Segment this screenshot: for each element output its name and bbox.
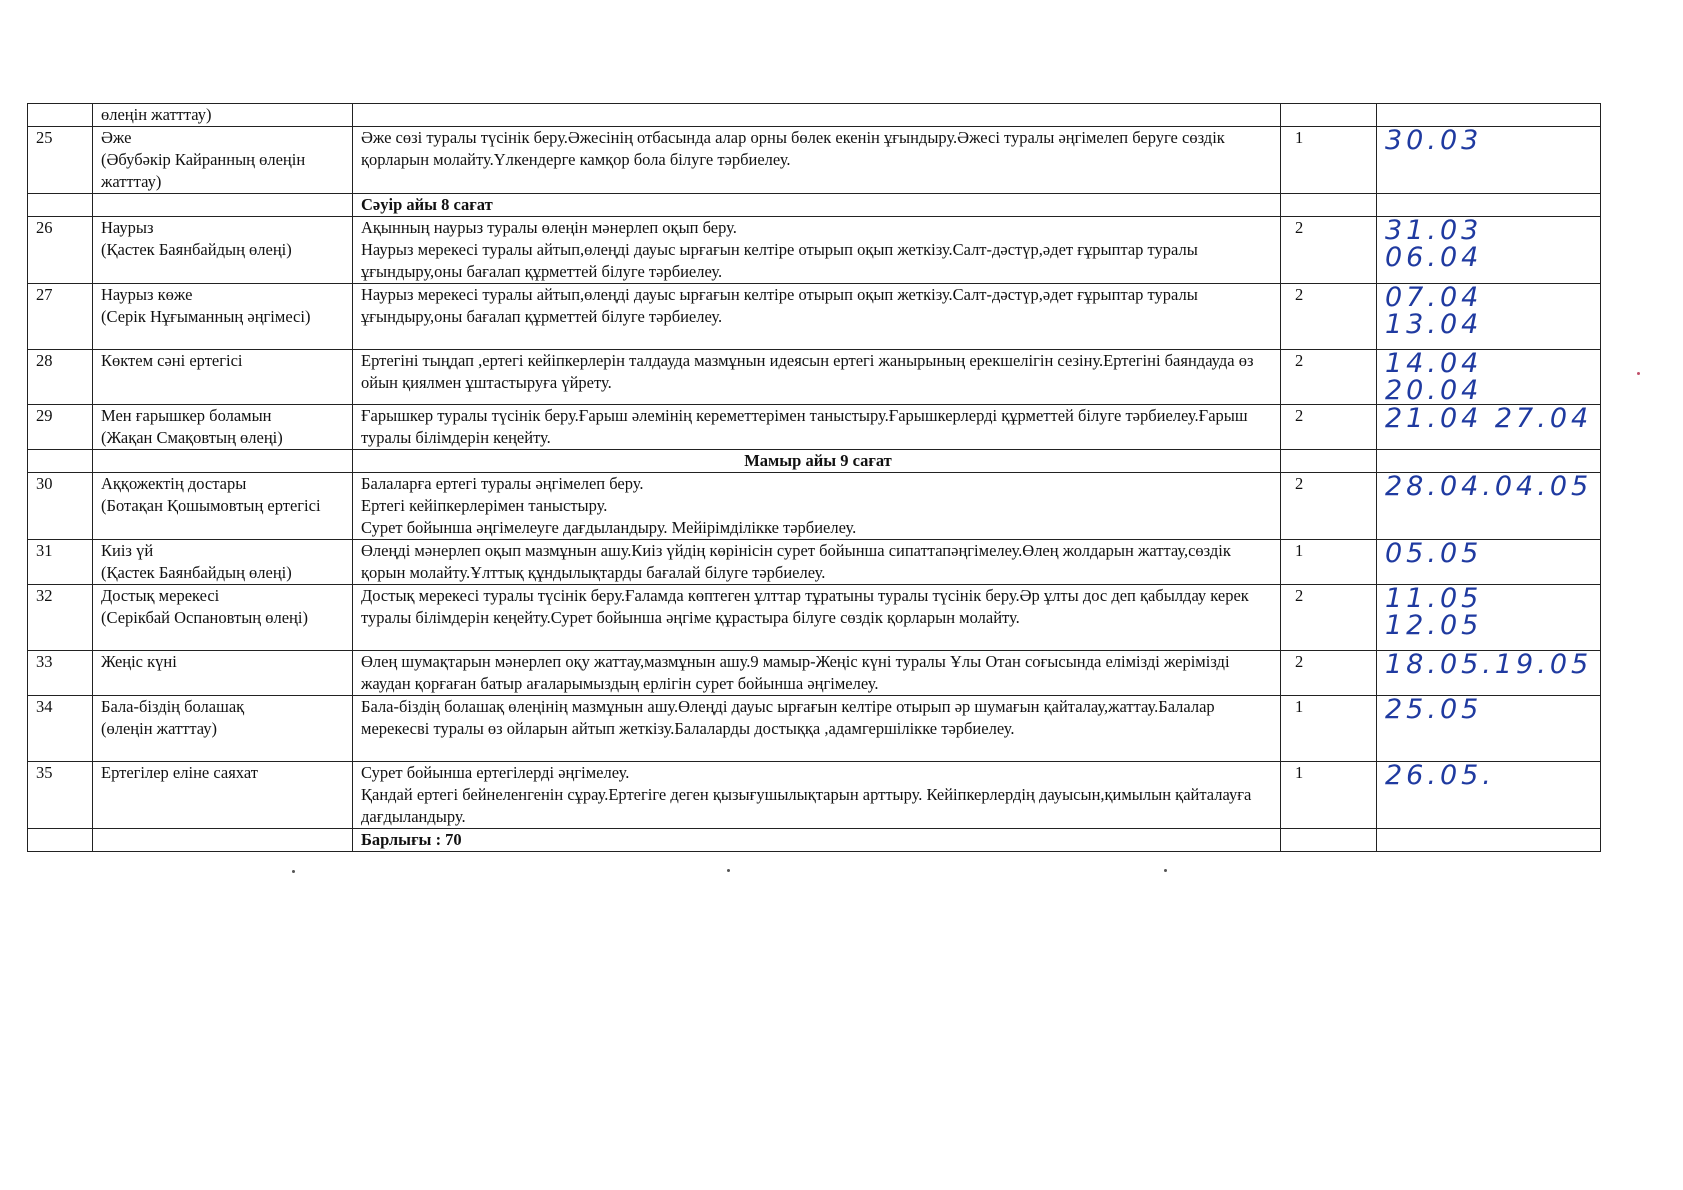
lesson-number: 29 [28, 405, 93, 450]
lesson-hours: 2 [1295, 351, 1304, 370]
lesson-topic: Аққожектің достары (Ботақан Қошымовтың ертегісі [93, 473, 353, 540]
lesson-dates [1377, 585, 1601, 651]
empty-cell [1377, 829, 1601, 852]
lesson-row [28, 696, 1601, 762]
lesson-dates [1377, 540, 1601, 585]
handwritten-date: 06.04 [1385, 242, 1483, 273]
empty-cell [93, 829, 353, 852]
handwritten-date: 11.05 [1385, 584, 1483, 614]
lesson-row [28, 217, 1601, 284]
lesson-plan-table [27, 103, 1601, 852]
lesson-hours-cell [1281, 540, 1377, 585]
lesson-goal: Әже сөзі туралы түсінік беру.Әжесінің отбасында алар орны бөлек екенін ұғындыру.Әжесі туралы әңгімелеп беруге сөздік қорларын молайту.Үлкендерге камқор бола білуге тәрбиелеу. [353, 127, 1281, 194]
empty-cell [93, 450, 353, 473]
lesson-topic: Мен ғарышкер боламын (Жақан Смақовтың өлеңі) [93, 405, 353, 450]
month-section-title: Мамыр айы 9 сағат [353, 450, 1281, 473]
lesson-row [28, 104, 1601, 127]
lesson-hours: 1 [1295, 697, 1304, 716]
lesson-number: 33 [28, 651, 93, 696]
lesson-hours-cell [1281, 284, 1377, 350]
lesson-topic: Достық мерекесі (Серікбай Оспановтың өлеңі) [93, 585, 353, 651]
month-section-row [28, 450, 1601, 473]
handwritten-date: 13.04 [1385, 309, 1483, 340]
lesson-goal: Өлең шумақтарын мәнерлеп оқу жаттау,мазмұнын ашу.9 мамыр-Жеңіс күні туралы Ұлы Отан соғысында елімізді жерімізді жаудан қорғаған батыр ағаларымыздың ерлігін сурет бойынша әңгімелеу. [353, 651, 1281, 696]
lesson-goal: Балаларға ертегі туралы әңгімелеп беру. Ертегі кейіпкерлерімен таныстыру. Сурет бойынша әңгімелеуге дағдыландыру. Мейірімділікке тәрбиелеу. [353, 473, 1281, 540]
scan-speck [727, 869, 730, 872]
document-page [27, 103, 1600, 852]
lesson-row [28, 350, 1601, 405]
handwritten-date: 31.03 [1385, 216, 1483, 246]
handwritten-date: 07.04 [1385, 283, 1483, 313]
lesson-topic: Жеңіс күні [93, 651, 353, 696]
empty-cell [28, 194, 93, 217]
lesson-topic: Көктем сәні ертегісі [93, 350, 353, 405]
lesson-hours: 2 [1295, 474, 1304, 493]
lesson-number: 30 [28, 473, 93, 540]
lesson-dates [1377, 350, 1601, 405]
lesson-dates [1377, 405, 1601, 450]
lesson-row [28, 540, 1601, 585]
empty-cell [1281, 450, 1377, 473]
lesson-row [28, 473, 1601, 540]
lesson-hours-cell [1281, 405, 1377, 450]
lesson-topic: Наурыз (Қастек Баянбайдың өлеңі) [93, 217, 353, 284]
lesson-number: 32 [28, 585, 93, 651]
lesson-row [28, 585, 1601, 651]
lesson-goal [353, 104, 1281, 127]
empty-cell [1377, 450, 1601, 473]
lesson-row [28, 284, 1601, 350]
handwritten-date: 14.04 [1385, 349, 1483, 379]
scan-speck [1164, 869, 1167, 872]
lesson-goal: Ертегіні тыңдап ,ертегі кейіпкерлерін талдауда мазмұнын идеясын ертегі жанырының ерекшелігін сезіну.Ертегіні баяндауда өз ойын қиялмен ұштастыруға үйрету. [353, 350, 1281, 405]
month-section-row [28, 194, 1601, 217]
scan-speck [1637, 372, 1640, 375]
empty-cell [28, 450, 93, 473]
lesson-hours-cell [1281, 104, 1377, 127]
lesson-row [28, 762, 1601, 829]
lesson-hours: 2 [1295, 285, 1304, 304]
handwritten-date: 21.04 27.04 [1385, 404, 1593, 434]
handwritten-date: 05.05 [1385, 539, 1483, 569]
lesson-hours-cell [1281, 696, 1377, 762]
lesson-goal: Наурыз мерекесі туралы айтып,өлеңді дауыс ырғағын келтіре отырып оқып жеткізу.Салт-дәстүр,әдет ғұрыптар туралы ұғындыру,оны бағалап құрметтей білуге тәрбиелеу. [353, 284, 1281, 350]
lesson-goal: Ақынның наурыз туралы өлеңін мәнерлеп оқып беру. Наурыз мерекесі туралы айтып,өлеңді дауыс ырғағын келтіре отырып оқып жеткізу.Салт-дәстүр,әдет ғұрыптар туралы ұғындыру,оны бағалап құрметтей білуге тәрбиелеу. [353, 217, 1281, 284]
lesson-hours-cell [1281, 651, 1377, 696]
handwritten-date: 30.03 [1385, 126, 1483, 156]
scan-speck [292, 870, 295, 873]
lesson-number: 25 [28, 127, 93, 194]
lesson-topic: Наурыз көже (Серік Нұғыманның әңгімесі) [93, 284, 353, 350]
lesson-hours-cell [1281, 350, 1377, 405]
lesson-topic: Ертегілер еліне саяхат [93, 762, 353, 829]
empty-cell [1281, 194, 1377, 217]
lesson-topic: Әже (Әбубәкір Кайранның өлеңін жатттау) [93, 127, 353, 194]
lesson-dates [1377, 762, 1601, 829]
lesson-topic: өлеңін жатттау) [93, 104, 353, 127]
handwritten-date: 18.05.19.05 [1385, 650, 1593, 680]
lesson-goal: Бала-біздің болашақ өлеңінің мазмұнын ашу.Өлеңді дауыс ырғағын келтіре отырып әр шумағын қайталау,жаттау.Балалар мерекесві туралы өз ойларын айтып жеткізу.Балаларды достыққа ,адамгершілікке тәрбиелеу. [353, 696, 1281, 762]
lesson-topic: Киіз үй (Қастек Баянбайдың өлеңі) [93, 540, 353, 585]
lesson-hours: 1 [1295, 541, 1304, 560]
lesson-hours-cell [1281, 585, 1377, 651]
handwritten-date: 25.05 [1385, 695, 1483, 725]
lesson-hours: 2 [1295, 406, 1304, 425]
lesson-hours-cell [1281, 217, 1377, 284]
lesson-dates [1377, 284, 1601, 350]
lesson-hours: 1 [1295, 763, 1304, 782]
lesson-number: 28 [28, 350, 93, 405]
handwritten-date: 20.04 [1385, 375, 1483, 405]
lesson-dates [1377, 127, 1601, 194]
handwritten-date: 28.04.04.05 [1385, 472, 1593, 502]
empty-cell [93, 194, 353, 217]
lesson-number: 35 [28, 762, 93, 829]
lesson-row [28, 651, 1601, 696]
lesson-number: 34 [28, 696, 93, 762]
lesson-topic: Бала-біздің болашақ (өлеңін жатттау) [93, 696, 353, 762]
lesson-goal: Достық мерекесі туралы түсінік беру.Ғаламда көптеген ұлттар тұратыны туралы түсінік беру.Әр ұлты дос деп қабылдау керек туралы білімдерін кеңейту.Сурет бойынша әңгіме құрастыра білуге сөздік қорларын молайту. [353, 585, 1281, 651]
lesson-plan-body [28, 104, 1601, 852]
handwritten-date: 26.05. [1385, 761, 1495, 791]
lesson-dates [1377, 473, 1601, 540]
lesson-row [28, 405, 1601, 450]
lesson-number: 27 [28, 284, 93, 350]
lesson-goal: Ғарышкер туралы түсінік беру.Ғарыш әлемінің кереметтерімен таныстыру.Ғарышкерлерді құрметтей білуге тәрбиелеу.Ғарыш туралы білімдерін кеңейту. [353, 405, 1281, 450]
lesson-hours-cell [1281, 473, 1377, 540]
lesson-hours: 2 [1295, 586, 1304, 605]
lesson-hours-cell [1281, 762, 1377, 829]
empty-cell [1377, 194, 1601, 217]
lesson-goal: Өлеңді мәнерлеп оқып мазмұнын ашу.Киіз үйдің көрінісін сурет бойынша сипаттапәңгімелеу.Өлең жолдарын жаттау,сөздік қорын молайту.Ұлттық құндылықтарды бағалай білуге тәрбиелеу. [353, 540, 1281, 585]
lesson-dates [1377, 104, 1601, 127]
lesson-hours: 2 [1295, 218, 1304, 237]
total-label: Барлығы : 70 [353, 829, 1281, 852]
month-section-title: Сәуір айы 8 сағат [353, 194, 1281, 217]
lesson-hours-cell [1281, 127, 1377, 194]
empty-cell [1281, 829, 1377, 852]
lesson-hours: 1 [1295, 128, 1304, 147]
empty-cell [28, 829, 93, 852]
lesson-hours: 2 [1295, 652, 1304, 671]
lesson-dates [1377, 651, 1601, 696]
lesson-number: 26 [28, 217, 93, 284]
lesson-dates [1377, 217, 1601, 284]
lesson-goal: Сурет бойынша ертегілерді әңгімелеу. Қандай ертегі бейнеленгенін сұрау.Ертегіге деген қызығушылықтарын арттыру. Кейіпкерлердің дауысын,қимылын қайталауға дағдыландыру. [353, 762, 1281, 829]
lesson-dates [1377, 696, 1601, 762]
lesson-number: 31 [28, 540, 93, 585]
lesson-row [28, 127, 1601, 194]
handwritten-date: 12.05 [1385, 610, 1483, 641]
total-row [28, 829, 1601, 852]
lesson-number [28, 104, 93, 127]
